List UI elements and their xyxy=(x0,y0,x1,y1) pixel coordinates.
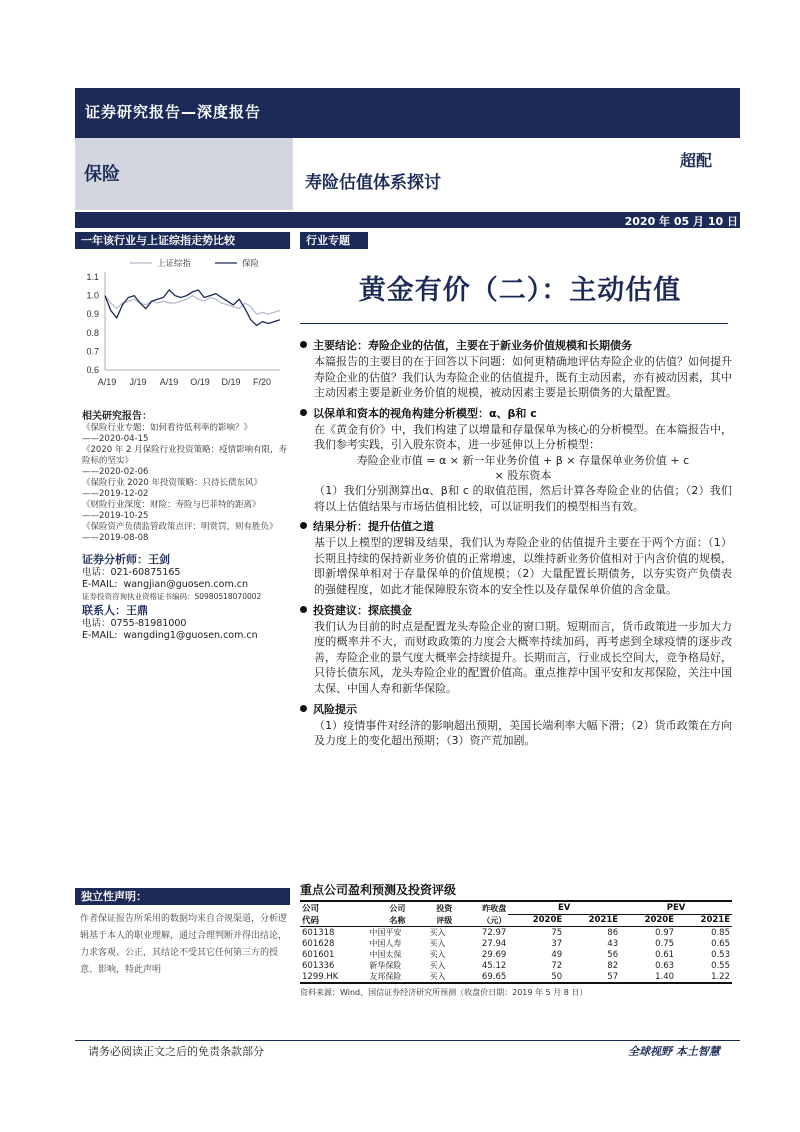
main-title: 黄金有价（二）：主动估值 xyxy=(358,275,682,306)
forecast-table-block xyxy=(300,881,732,998)
legend-label: 上证综指 xyxy=(157,259,192,269)
footer-disclaimer: 请务必阅读正文之后的免责条款部分 xyxy=(88,1045,264,1058)
y-tick-label: 0.6 xyxy=(86,365,99,375)
bullet-icon xyxy=(300,705,307,712)
col-head: EV xyxy=(508,901,620,914)
trend-chart xyxy=(75,252,290,392)
title-divider xyxy=(300,323,728,324)
col-head: 2021E xyxy=(700,915,730,926)
x-tick-label: D/19 xyxy=(221,377,241,387)
trend-chart-svg xyxy=(75,252,290,392)
series-line-index xyxy=(105,296,280,315)
chart-heading: 一年该行业与上证综指走势比较 xyxy=(75,232,290,249)
related-item: 《2020 年 2 月保险行业投资策略：疫情影响有限，寿险标的坚实》 ——2020-02-06 xyxy=(82,445,288,477)
x-tick-label: A/19 xyxy=(159,377,179,387)
table-row: 601628 中国人寿 买入 27.94 37 43 0.75 0.65 xyxy=(302,938,730,949)
report-subtitle: 寿险估值体系探讨 xyxy=(305,173,441,193)
table-row: 601601 中国太保 买入 29.69 49 56 0.61 0.53 xyxy=(302,949,730,960)
related-item: 《保险资产负债监管政策点评：明赏罚，则有胜负》 ——2019-08-08 xyxy=(82,522,278,543)
contact-line: 联系人：王鼎 xyxy=(82,604,148,617)
col-head: PEV xyxy=(620,901,732,914)
analyst-phone: 电话：021-60875165 xyxy=(82,567,181,578)
bullet-icon xyxy=(300,341,307,348)
valuation-formula: 寿险企业市值 = α × 新一年业务价值 + β × 存量保单业务价值 + c xyxy=(356,453,690,467)
table-source: 资料来源：Wind、国信证券经济研究所预测（收盘价日期：2019 年 5 月 8 日） xyxy=(300,988,588,997)
col-head: 投资 xyxy=(436,903,453,913)
col-head: 公司 xyxy=(389,903,406,913)
related-reports xyxy=(82,407,292,544)
table-row: 1299.HK 友邦保险 买入 69.65 50 57 1.40 1.22 xyxy=(302,971,730,982)
y-tick-label: 1.0 xyxy=(86,290,99,301)
forecast-table xyxy=(300,900,732,984)
section-paragraph: （1）我们分别测算出α、β和 c 的取值范围，然后计算各寿险企业的估值；（2）我们将以上估值结果与市场估值相比较，可以证明我们的模型相当有效。 xyxy=(314,483,732,513)
section-heading: 结果分析：提升估值之道 xyxy=(300,519,732,535)
col-head: 昨收盘 xyxy=(482,903,507,913)
section-heading: 投资建议：探底摸金 xyxy=(300,603,732,619)
x-tick-label: A/19 xyxy=(97,377,117,387)
legend-label: 保险 xyxy=(242,259,260,269)
x-tick-label: F/20 xyxy=(252,377,272,387)
col-head: 2020E xyxy=(532,915,563,926)
section-paragraph: 基于以上模型的逻辑及结果，我们认为寿险企业的估值提升主要在于两个方面：（1）长期且持续的保持新业务价值的正常增速，以维持新业务价值相对于内含价值的规模，即新增保单相对于存量保单的价值规模；（2）大量配置长期债务，以夯实资产负债表的强健程度，如此才能保障股东资本的安全性以及存量保单价值的含金量。 xyxy=(314,536,732,596)
x-tick-label: J/19 xyxy=(129,377,147,387)
col-head: （元） xyxy=(482,915,507,925)
bullet-icon xyxy=(300,606,307,613)
y-tick-label: 0.9 xyxy=(86,309,99,320)
report-type: 证券研究报告—深度报告 xyxy=(85,103,262,121)
related-item: 《保险行业专题：如何看待低利率的影响？》 ——2020-04-15 xyxy=(82,423,253,444)
report-body xyxy=(300,333,732,749)
independence-heading: 独立性声明： xyxy=(75,888,290,905)
contact-phone: 电话：0755-81981000 xyxy=(82,618,187,629)
table-row: 601318 中国平安 买入 72.97 75 86 0.97 0.85 xyxy=(302,927,730,938)
x-tick-label: O/19 xyxy=(190,377,210,387)
section-heading: 风险提示 xyxy=(300,702,732,718)
rating-label: 超配 xyxy=(680,151,713,170)
report-date: 2020 年 05 月 10 日 xyxy=(624,215,738,228)
table-title: 重点公司盈利预测及投资评级 xyxy=(300,883,457,897)
footer-slogan: 全球视野 本土智慧 xyxy=(628,1045,720,1058)
related-item: 《保险行业 2020 年投资策略：只待长债东风》 ——2019-12-02 xyxy=(82,478,263,499)
section-paragraph: （1）疫情事件对经济的影响超出预期，美国长端利率大幅下滑；（2）货币政策在方向及力度上的变化超出预期；（3）资产荒加剧。 xyxy=(314,718,732,748)
y-tick-label: 0.7 xyxy=(86,346,99,357)
topic-tag: 行业专题 xyxy=(300,232,368,249)
related-heading: 相关研究报告： xyxy=(82,411,152,422)
analyst-block xyxy=(82,551,292,642)
section-paragraph: 我们认为目前的时点是配置龙头寿险企业的窗口期。短期而言，货币政策进一步加大力度的概率并不大，而财政政策的力度会大概率持续加码，再考虑到全球疫情的逐步改善，寿险企业的景气度大概率会持续提升。长期而言，行业成长空间大，竞争格局好，只待长债东风，龙头寿险企业的配置价值高。重点推荐中国平安和友邦保险，关注中国太保、中国人寿和新华保险。 xyxy=(314,619,732,695)
independence-text: 作者保证报告所采用的数据均来自合规渠道，分析逻辑基于本人的职业理解，通过合理判断并得出结论，力求客观、公正，其结论不受其它任何第三方的授意、影响，特此声明 xyxy=(80,914,288,975)
col-head: 代码 xyxy=(302,916,320,926)
col-head: 2020E xyxy=(644,915,675,926)
col-head: 评级 xyxy=(436,915,453,925)
analyst-cert: 证券投资咨询执业资格证书编码：S0980518070002 xyxy=(82,592,262,601)
bullet-icon xyxy=(300,522,307,529)
section-paragraph: 在《黄金有价》中，我们构建了以增量和存量保单为核心的分析模型。在本篇报告中，我们参考实践，引入股东资本，进一步延伸以上分析模型： xyxy=(314,422,732,452)
col-head: 公司 xyxy=(302,904,320,914)
col-head: 名称 xyxy=(389,915,406,925)
related-item: 《财险行业深度：财险：寿险与巴菲特的距离》 ——2019-10-25 xyxy=(82,500,261,521)
contact-email[interactable]: E-MAIL: wangding1@guosen.com.cn xyxy=(82,630,258,641)
section-heading: 主要结论：寿险企业的估值，主要在于新业务价值规模和长期债务 xyxy=(300,338,732,354)
y-tick-label: 1.1 xyxy=(86,272,99,282)
footer-divider xyxy=(75,1040,740,1041)
col-head: 2021E xyxy=(588,915,619,926)
analyst-line: 证券分析师：王剑 xyxy=(82,553,170,566)
industry-label: 保险 xyxy=(84,164,120,185)
section-paragraph: 本篇报告的主要目的在于回答以下问题：如何更精确地评估寿险企业的估值？如何提升寿险企业的估值？我们认为寿险企业的估值提升，既有主动因素，亦有被动因素，其中主动因素主要是新业务价值的规模，被动因素主要是长期债务的大量配置。 xyxy=(314,355,732,400)
analyst-email[interactable]: E-MAIL: wangjian@guosen.com.cn xyxy=(82,579,248,590)
valuation-formula-cont: × 股东资本 xyxy=(494,468,552,482)
table-row: 601336 新华保险 买入 45.12 72 82 0.63 0.55 xyxy=(302,960,730,971)
bullet-icon xyxy=(300,409,307,416)
section-heading: 以保单和资本的视角构建分析模型：α、β和 c xyxy=(300,406,732,422)
y-tick-label: 0.8 xyxy=(86,327,99,338)
